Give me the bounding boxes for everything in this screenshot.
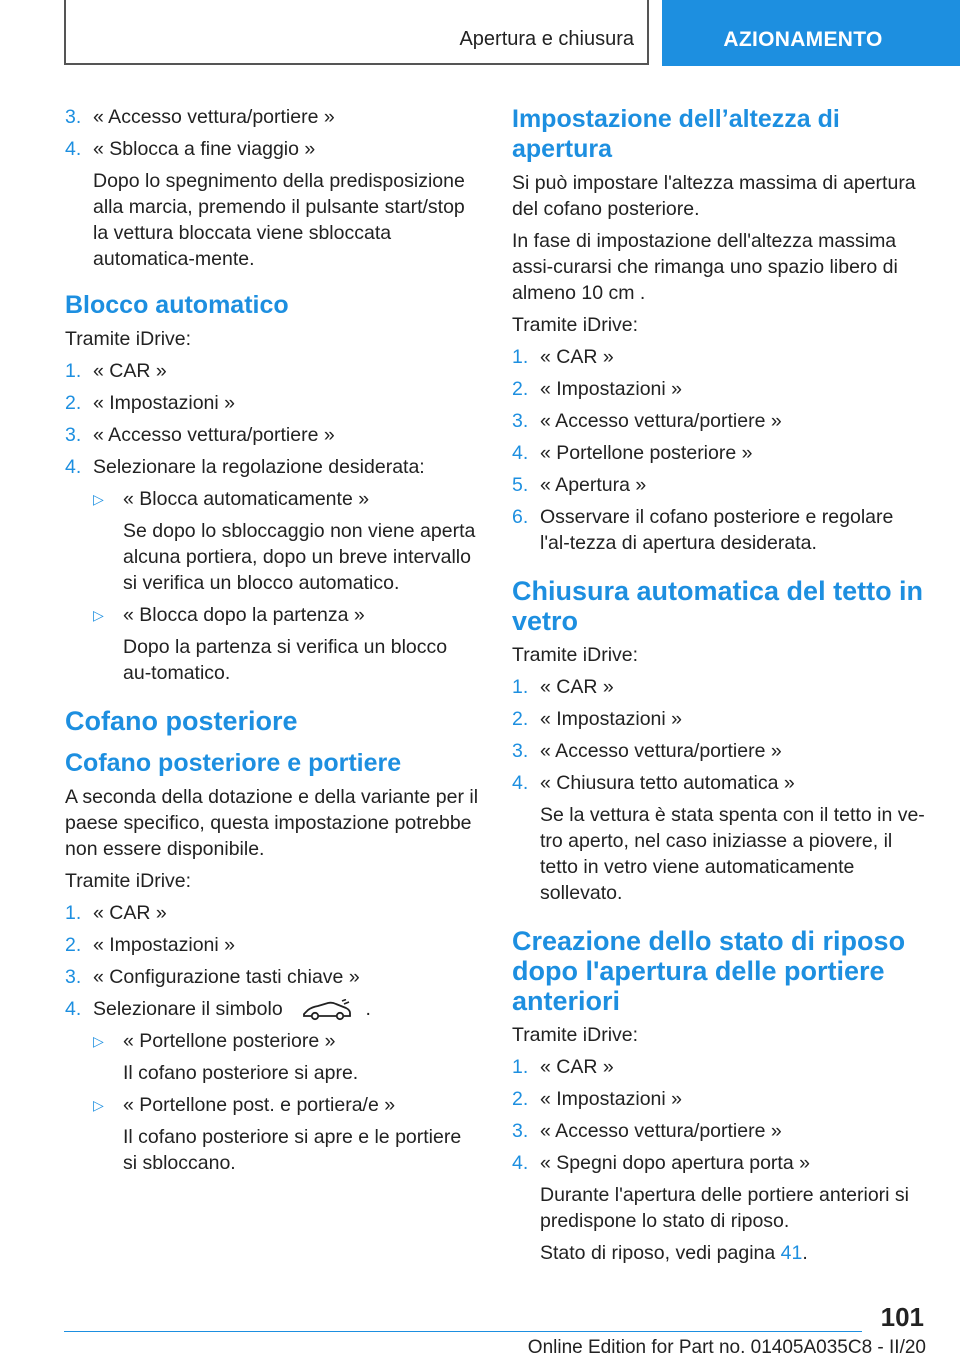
page-number: 101 [880,1302,924,1332]
list-item [65,104,479,130]
chapter-tab[interactable] [662,0,960,66]
lead-text: Tramite iDrive: [512,314,639,336]
sub-list-note: Dopo la partenza si verifica un blocco au‐tomatico. [123,636,448,684]
list-item [65,996,479,1022]
list-number: 4. [512,442,529,464]
list-item [512,1054,926,1080]
list-text: « Spegni dopo apertura porta » [540,1152,810,1174]
list-number: 6. [512,506,529,528]
sub-list-item [93,486,479,596]
triangle-bullet-icon: ▷ [93,1033,104,1049]
list-text: « Impostazioni » [540,378,682,400]
list-item [512,770,926,906]
list-item [65,900,479,926]
list-text: « Impostazioni » [93,392,235,414]
triangle-bullet-icon: ▷ [93,607,104,623]
list-text: « Chiusura tetto automatica » [540,772,795,794]
list-text-end: . [365,998,371,1020]
sub-list-note: Il cofano posteriore si apre. [123,1062,359,1084]
triangle-bullet-icon: ▷ [93,1097,104,1113]
list-number: 2. [65,934,82,956]
sub-list-item [93,602,479,686]
list-number: 1. [65,360,82,382]
list-text: « CAR » [540,346,614,368]
heading-stato-riposo: Creazione dello stato di riposo dopo l'apertura delle portiere anteriori [512,926,906,1016]
header-rule-bottom [64,63,649,65]
list-text: « Configurazione tasti chiave » [93,966,360,988]
list-item [512,738,926,764]
list-item [512,376,926,402]
sub-list-note: Il cofano posteriore si apre e le portiere si sbloccano. [123,1126,462,1174]
list-text: Selezionare la regolazione desiderata: [93,456,425,478]
list-item [65,358,479,384]
list-item [512,1118,926,1144]
sub-list-text: « Portellone post. e portiera/e » [123,1094,396,1116]
list-number: 4. [512,772,529,794]
page-link[interactable]: 41 [780,1242,803,1264]
list-text: « Apertura » [540,474,647,496]
edition-info: Online Edition for Part no. 01405A035C8 - II/20 [527,1337,926,1358]
heading-chiusura-tetto: Chiusura automatica del tetto in vetro [512,576,924,636]
section-title: Apertura e chiusura [459,28,634,50]
list-text: « Impostazioni » [93,934,235,956]
sub-list-text: « Portellone posteriore » [123,1030,336,1052]
paragraph: Si può impostare l'altezza massima di apertura del cofano posteriore. [512,172,916,220]
list-item [512,504,926,556]
heading-blocco-automatico: Blocco automatico [65,291,289,319]
list-item [65,932,479,958]
list-text: « Accesso vettura/portiere » [540,740,782,762]
list-text: « Accesso vettura/portiere » [540,410,782,432]
list-number: 2. [65,392,82,414]
list-text: « CAR » [540,1056,614,1078]
list-number: 3. [65,966,82,988]
sub-list-item [93,1028,479,1086]
list-text: Osservare il cofano posteriore e regolare l'al‐tezza di apertura desiderata. [540,506,894,554]
list-number: 1. [512,676,529,698]
list-number: 3. [512,740,529,762]
list-number: 3. [65,106,82,128]
heading-altezza-apertura: Impostazione dell’altezza di apertura [512,105,840,163]
list-item [512,440,926,466]
header-rule-right [647,0,649,64]
list-number: 3. [512,1120,529,1142]
list-number: 2. [512,378,529,400]
list-number: 3. [512,410,529,432]
list-number: 1. [512,1056,529,1078]
list-item [512,1086,926,1112]
list-text: « Accesso vettura/portiere » [540,1120,782,1142]
list-text: « Impostazioni » [540,1088,682,1110]
sub-list-item [93,1092,479,1176]
heading-cofano-posteriore: Cofano posteriore [65,706,298,736]
left-column [65,104,479,1182]
lead-text: Tramite iDrive: [65,328,192,350]
heading-cofano-portiere: Cofano posteriore e portiere [65,749,402,777]
chapter-tab-label: AZIONAMENTO [723,28,883,51]
cross-reference-text: Stato di riposo, vedi pagina [540,1242,776,1264]
list-text: « Accesso vettura/portiere » [93,424,335,446]
footer-rule [64,1331,862,1332]
list-text: « CAR » [540,676,614,698]
sub-list-text: « Blocca automaticamente » [123,488,370,510]
list-item [512,706,926,732]
list-item [512,472,926,498]
list-number: 5. [512,474,529,496]
right-column [512,104,926,1272]
cross-reference [540,1240,926,1266]
sub-list-text: « Blocca dopo la partenza » [123,604,365,626]
list-number: 4. [65,138,82,160]
list-number: 4. [65,456,82,478]
list-item [65,422,479,448]
list-number: 1. [65,902,82,924]
list-text: « Portellone posteriore » [540,442,753,464]
lead-text: Tramite iDrive: [65,870,192,892]
list-text: « Sblocca a fine viaggio » [93,138,316,160]
list-item [65,136,479,272]
list-text: « CAR » [93,902,167,924]
list-number: 4. [65,998,82,1020]
list-number: 3. [65,424,82,446]
list-note: Dopo lo spegnimento della predisposizione alla marcia, premendo il pulsante start/stop la vettura bloccata viene sbloccata automatica‐mente. [93,170,465,270]
list-text: « Impostazioni » [540,708,682,730]
car-tailgate-icon [302,999,352,1021]
list-item [512,674,926,700]
list-number: 4. [512,1152,529,1174]
triangle-bullet-icon: ▷ [93,491,104,507]
sub-list-note: Se dopo lo sbloccaggio non viene aperta alcuna portiera, dopo un breve intervallo si verifica un blocco automatico. [123,520,476,594]
list-number: 2. [512,1088,529,1110]
header-rule-left [64,0,66,64]
list-text: Selezionare il simbolo [93,998,283,1020]
paragraph: A seconda della dotazione e della variante per il paese specifico, questa impostazione potrebbe non essere disponibile. [65,786,479,860]
list-item [65,454,479,480]
paragraph: In fase di impostazione dell'altezza massima assi‐curarsi che rimanga uno spazio libero di almeno 10 cm . [512,230,898,304]
list-note: Durante l'apertura delle portiere anteriori si predispone lo stato di riposo. [540,1184,909,1232]
list-item [65,390,479,416]
list-number: 2. [512,708,529,730]
list-text: « CAR » [93,360,167,382]
list-note: Se la vettura è stata spenta con il tetto in ve‐tro aperto, nel caso iniziasse a piovere, il tetto in vetro viene automaticamente sollevato. [540,804,925,904]
lead-text: Tramite iDrive: [512,644,639,666]
list-number: 1. [512,346,529,368]
list-item [512,344,926,370]
lead-text: Tramite iDrive: [512,1024,639,1046]
list-item [512,408,926,434]
list-item [65,964,479,990]
list-text: « Accesso vettura/portiere » [93,106,335,128]
list-item [512,1150,926,1266]
cross-reference-end: . [802,1242,808,1264]
